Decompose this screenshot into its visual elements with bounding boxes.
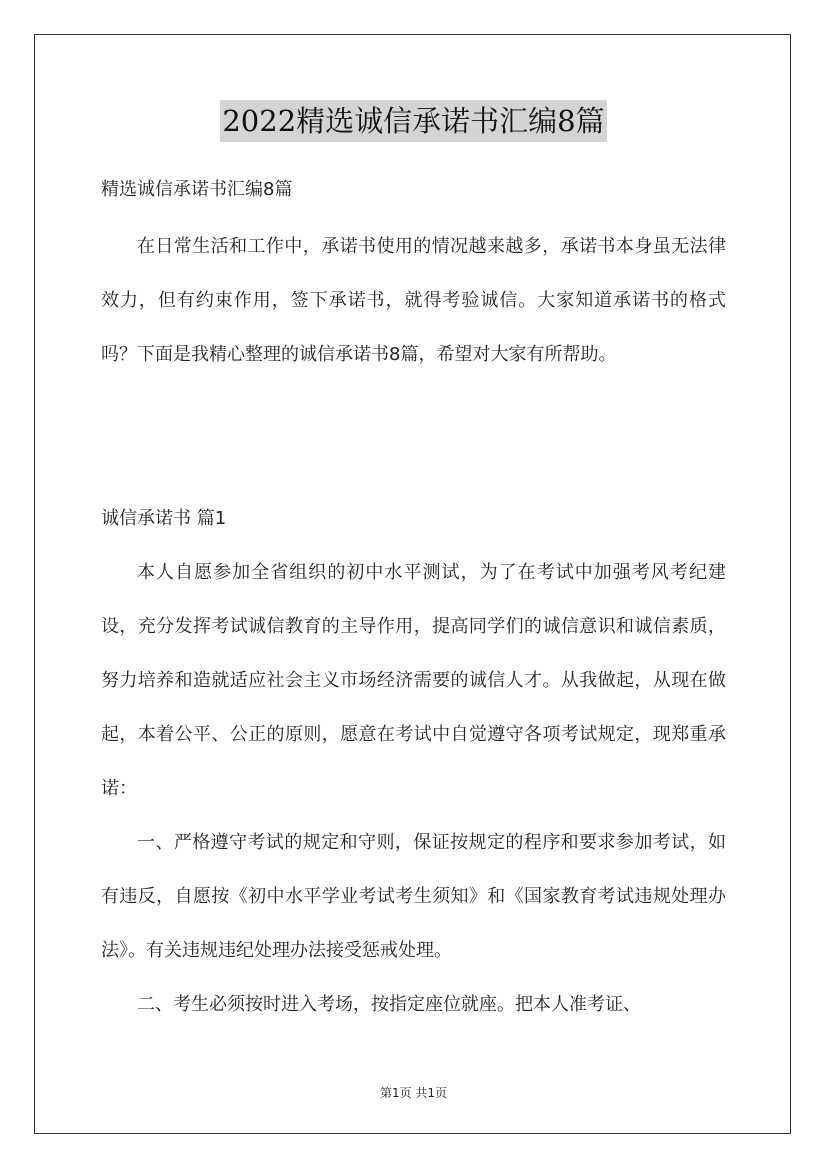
section-1	[101, 492, 726, 1032]
intro-paragraph: 在日常生活和工作中，承诺书使用的情况越来越多，承诺书本身虽无法律效力，但有约束作用，签下承诺书，就得考验诚信。大家知道承诺书的格式吗？下面是我精心整理的诚信承诺书8篇，希望对大家有所帮助。	[101, 236, 726, 365]
section-paragraph: 一、严格遵守考试的规定和守则，保证按规定的程序和要求参加考试，如有违反，自愿按《初中水平学业考试考生须知》和《国家教育考试违规处理办法》。有关违规违纪处理办法接受惩戒处理。	[101, 832, 726, 961]
document-subtitle: 精选诚信承诺书汇编8篇	[101, 179, 293, 200]
subtitle-block	[101, 163, 726, 217]
page-footer	[0, 1084, 827, 1101]
section-paragraph: 本人自愿参加全省组织的初中水平测试，为了在考试中加强考风考纪建设，充分发挥考试诚信教育的主导作用，提高同学们的诚信意识和诚信素质，努力培养和造就适应社会主义市场经济需要的诚信人才。从我做起，从现在做起，本着公平、公正的原则，愿意在考试中自觉遵守各项考试规定，现郑重承诺：	[101, 562, 726, 799]
document-title: 2022精选诚信承诺书汇编8篇	[220, 100, 606, 142]
title-container	[0, 100, 827, 142]
page-number: 第1页 共1页	[379, 1086, 448, 1100]
section-heading: 诚信承诺书 篇1	[101, 508, 227, 529]
intro-block	[101, 220, 726, 382]
section-paragraph: 二、考生必须按时进入考场，按指定座位就座。把本人准考证、	[137, 994, 641, 1015]
